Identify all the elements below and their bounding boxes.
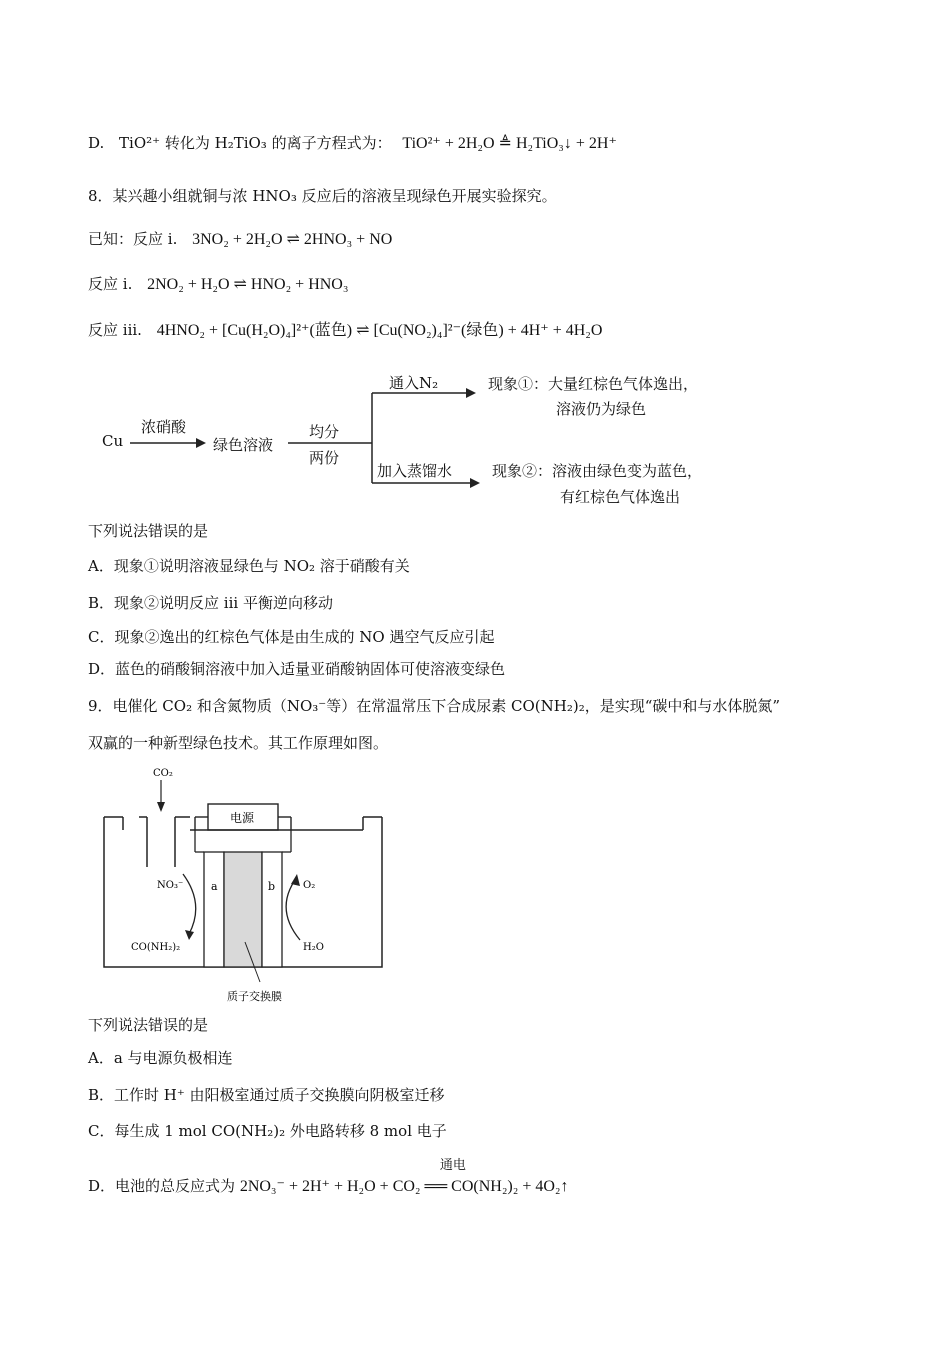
flow-split-top: 均分 [309,423,340,441]
q9-option-d [88,1158,569,1198]
electrode-b [262,852,282,967]
q8-reaction-2 [88,273,348,296]
ionic-equation: TiO²⁺ + 2H₂O ≜ H₂TiO₃↓ + 2H⁺ [402,135,617,152]
anode-curve-arrow [286,880,300,940]
cathode-curve-arrow [183,874,196,934]
co2-arrow-head [157,802,165,812]
option-label: D. [88,134,105,152]
q9-option-b: B．工作时 H⁺ 由阳极室通过质子交换膜向阴极室迁移 [88,1086,445,1104]
flow-phenomenon-2b: 有红棕色气体逸出 [560,488,681,506]
q9-option-a: A．a 与电源负极相连 [88,1049,233,1067]
q7-option-d [88,132,617,155]
reaction-label: 反应 iii. [88,321,142,339]
q8-option-d: D．蓝色的硝酸铜溶液中加入适量亚硝酸钠固体可使溶液变绿色 [88,660,506,678]
flow-cu: Cu [102,432,124,450]
q8-stem: 8．某兴趣小组就铜与浓 HNO₃ 反应后的溶液呈现绿色开展实验探究。 [88,187,557,205]
flow-phenomenon-2a: 现象②：溶液由绿色变为蓝色， [492,462,703,480]
q8-reaction-3 [88,319,602,342]
oxygen-label: O₂ [303,880,316,891]
flow-split-bottom: 两份 [309,449,340,467]
arrow-head [470,478,480,488]
q9-option-c: C．每生成 1 mol CO(NH₂)₂ 外电路转移 8 mol 电子 [88,1122,447,1140]
reaction-label: 反应 i. [88,275,133,293]
reaction-equation: 4HNO₂ + [Cu(H₂O)₄]²⁺(蓝色) ⇌ [Cu(NO₂)₄]²⁻(绿色) + 4H⁺ + 4H₂O [156,322,603,339]
power-label: 电源 [230,811,255,825]
q8-reaction-1 [88,228,392,251]
q8-option-b: B．现象②说明反应 iii 平衡逆向移动 [88,594,333,612]
reaction-equation: 3NO₂ + 2H₂O ⇌ 2HNO₃ + NO [192,231,393,248]
q8-option-c: C．现象②逸出的红棕色气体是由生成的 NO 遇空气反应引起 [88,628,495,646]
proton-exchange-membrane [224,852,262,967]
water-label: H₂O [303,942,324,953]
q9-ask: 下列说法错误的是 [88,1016,209,1034]
total-equation-wrap [239,1158,569,1198]
arrow-head [466,388,476,398]
electrode-b-label: b [268,880,276,893]
option-text: TiO²⁺ 转化为 H₂TiO₃ 的离子方程式为： [119,134,392,152]
flow-reagent: 浓硝酸 [141,418,187,436]
arrow-head [291,874,300,886]
q8-option-a: A．现象①说明溶液显绿色与 NO₂ 溶于硝酸有关 [88,557,410,575]
q8-flow-diagram [0,365,950,515]
q9-electrolysis-diagram [95,762,395,1007]
membrane-label: 质子交换膜 [227,990,282,1003]
electrolysis-condition: 通电 [439,1158,466,1173]
arrow-head [185,930,194,940]
total-equation: 2NO₃⁻ + 2H⁺ + H₂O + CO₂ ══ CO(NH₂)₂ + 4O₂↑ [239,1178,569,1195]
q8-ask: 下列说法错误的是 [88,522,209,540]
electrode-a-label: a [211,880,218,893]
flow-phenomenon-1b: 溶液仍为绿色 [556,400,647,418]
co2-label: CO₂ [153,768,173,779]
flow-green-solution: 绿色溶液 [213,436,274,454]
option-text: D．电池的总反应式为 [88,1177,236,1195]
reaction-label: 已知：反应 i. [88,230,178,248]
reaction-equation: 2NO₂ + H₂O ⇌ HNO₂ + HNO₃ [147,276,349,293]
urea-label: CO(NH₂)₂ [131,942,181,953]
flow-branch-2: 加入蒸馏水 [377,462,453,480]
electrode-a [204,852,224,967]
q9-stem-1: 9．电催化 CO₂ 和含氮物质（NO₃⁻等）在常温常压下合成尿素 CO(NH₂)₂，是实现“碳中和与水体脱氮” [88,697,781,715]
flow-branch-1: 通入N₂ [389,374,439,392]
arrow-head [196,438,206,448]
flow-phenomenon-1a: 现象①：大量红棕色气体逸出， [488,375,699,393]
q9-stem-2: 双赢的一种新型绿色技术。其工作原理如图。 [88,734,389,752]
nitrate-label: NO₃⁻ [157,880,184,891]
